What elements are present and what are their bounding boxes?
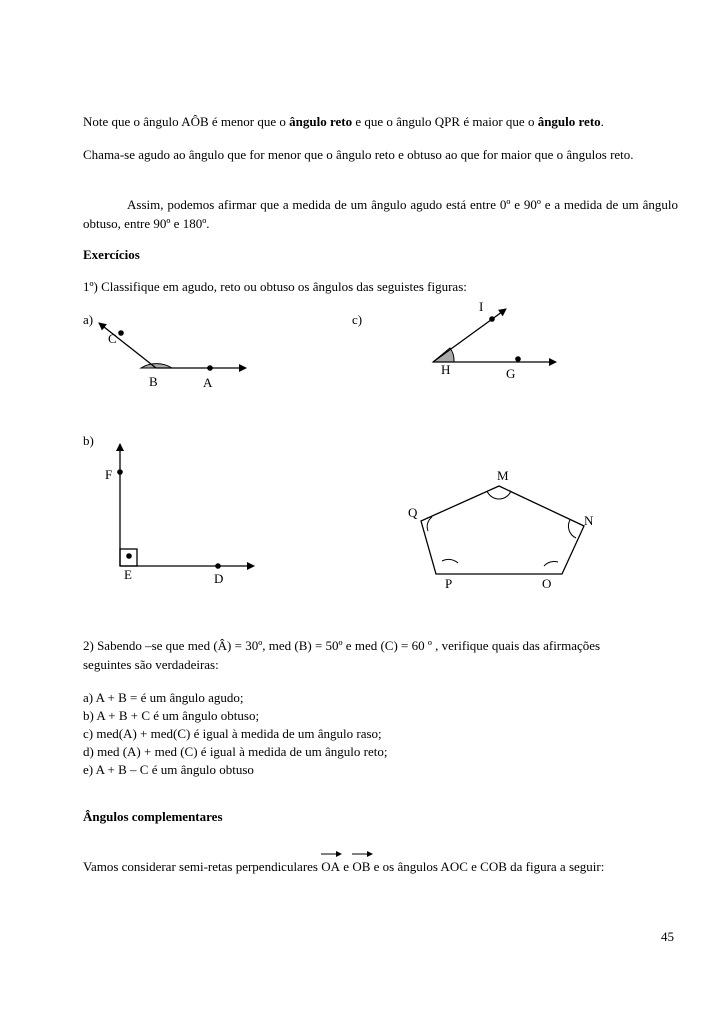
pentagon-arc-N [568, 520, 576, 538]
intro-paragraph-3: Assim, podemos afirmar que a medida de um ângulo agudo está entre 0º e 90º e a medida de um ângulo obtuso, entre 90º e 180º. [83, 197, 678, 231]
fig-a-label-C: C [108, 331, 117, 346]
fig-a-ray-BC [99, 323, 156, 368]
complementares-text [83, 857, 604, 876]
complementares-text-a: Vamos considerar semi-retas perpendiculares [83, 859, 322, 874]
intro-bold-right-angle-1: ângulo reto [289, 114, 353, 129]
exercicios-heading-text: Exercícios [83, 247, 140, 262]
vector-OB-label: OB [352, 859, 371, 874]
fig-c-label-H: H [441, 362, 451, 377]
pentagon-label-N: N [584, 513, 594, 528]
fig-b-point-D [215, 563, 221, 569]
pentagon-label-O: O [542, 576, 552, 591]
intro-line-1-e: . [600, 114, 604, 129]
page-number: 45 [661, 929, 674, 944]
fig-a-label-B: B [149, 374, 158, 389]
fig-b-point-F [117, 469, 123, 475]
figure-b [117, 444, 254, 569]
fig-a-point-C [118, 330, 124, 336]
fig-c-point-I [489, 316, 495, 322]
intro-paragraph-2: Chama-se agudo ao ângulo que for menor que o ângulo reto e obtuso ao que for maior que o ângulos reto. [83, 147, 634, 162]
fig-b-label-E: E [124, 567, 132, 582]
fig-c-point-G [515, 356, 521, 362]
fig-a-label-A: A [203, 375, 213, 390]
intro-bold-right-angle-2: ângulo reto [537, 114, 601, 129]
pentagon-arc-O [544, 561, 558, 566]
figure-c [433, 309, 556, 362]
pentagon-arc-P [442, 559, 458, 563]
fig-c-tag: c) [352, 312, 363, 327]
fig-b-tag: b) [83, 433, 94, 448]
pentagon-label-M: M [497, 468, 509, 483]
fig-a-tag: a) [83, 312, 94, 327]
fig-a-point-A [207, 365, 213, 371]
option-d: d) med (A) + med (C) é igual à medida de um ângulo reto; [83, 744, 388, 759]
vector-OA-label: OA [321, 859, 341, 874]
fig-b-label-F: F [105, 467, 113, 482]
fig-c-label-G: G [506, 366, 516, 381]
pentagon-outline [421, 486, 584, 574]
complementares-text-b: e [340, 859, 353, 874]
vector-OA [321, 857, 340, 876]
pentagon-arc-M [487, 491, 511, 499]
option-a: a) A + B = é um ângulo agudo; [83, 690, 244, 705]
fig-b-point-E [126, 553, 132, 559]
vector-OB-arrow-icon [352, 851, 370, 857]
complementares-heading-text: Ângulos complementares [83, 809, 223, 824]
complementares-heading [83, 807, 223, 826]
question-2-line-2: seguintes são verdadeiras: [83, 657, 219, 672]
intro-line-1-a: Note que o ângulo AÔB é menor que o [83, 114, 290, 129]
fig-b-label-D: D [214, 571, 224, 586]
fig-c-ray-HI-visible [433, 309, 506, 362]
figure-a [99, 323, 246, 371]
pentagon-arc-Q [427, 517, 432, 531]
intro-line-1-c: e que o ângulo QPR é maior que o [352, 114, 538, 129]
option-b: b) A + B + C é um ângulo obtuso; [83, 708, 260, 723]
option-e: e) A + B – C é um ângulo obtuso [83, 762, 254, 777]
question-2-line-1: 2) Sabendo –se que med (Â) = 30º, med (B) = 50º e med (C) = 60 º , verifique quais das afirmações [83, 638, 601, 653]
pentagon-figure [421, 486, 584, 574]
vector-OB [352, 857, 370, 876]
pentagon-label-Q: Q [408, 505, 418, 520]
vector-OA-arrow-icon [321, 851, 340, 857]
pentagon-label-P: P [445, 576, 453, 591]
option-c: c) med(A) + med(C) é igual à medida de um ângulo raso; [83, 726, 382, 741]
fig-c-label-I: I [479, 299, 484, 314]
question-1: 1º) Classifique em agudo, reto ou obtuso os ângulos das seguistes figuras: [83, 279, 467, 294]
complementares-text-c: e os ângulos AOC e COB da figura a seguir: [370, 859, 605, 874]
